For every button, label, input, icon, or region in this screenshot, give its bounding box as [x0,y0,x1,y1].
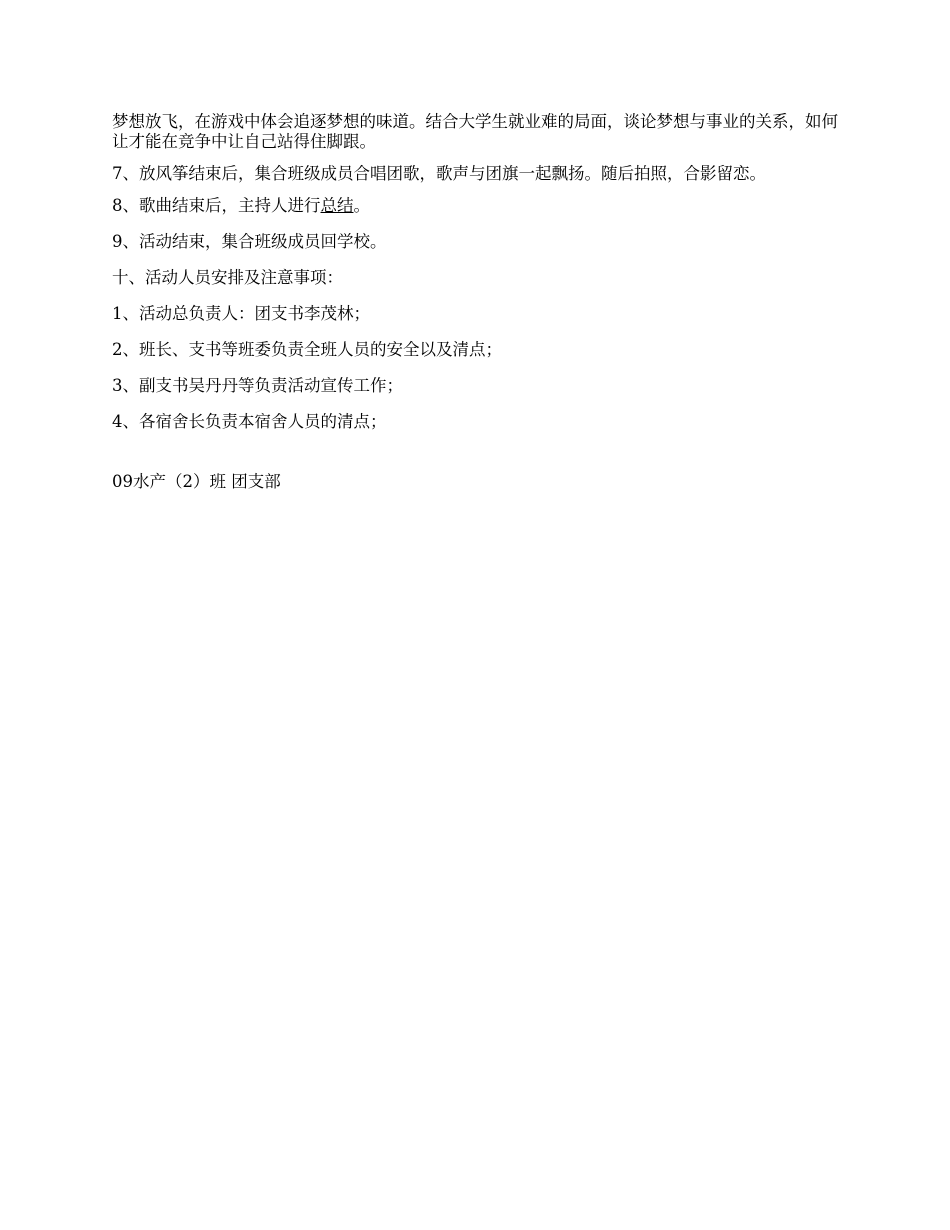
signature: 09水产（2）班 团支部 [112,472,281,491]
item-9-paragraph: 9、活动结束，集合班级成员回学校。 [112,232,387,251]
item-8-suffix: 。 [353,196,370,215]
role-1-paragraph: 1、活动总负责人：团支书李茂林； [112,304,370,323]
intro-paragraph: 梦想放飞，在游戏中体会追逐梦想的味道。结合大学生就业难的局面，谈论梦想与事业的关系，如何让才能在竞争中让自己站得住脚跟。 [112,112,838,151]
role-4-paragraph: 4、各宿舍长负责本宿舍人员的清点； [112,412,387,431]
item-8-paragraph [112,196,842,216]
section-10-heading: 十、活动人员安排及注意事项： [112,268,343,287]
role-2-paragraph: 2、班长、支书等班委负责全班人员的安全以及清点； [112,340,502,359]
summary-link[interactable]: 总结 [320,196,354,215]
document-body [112,112,842,509]
role-3-paragraph: 3、副支书吴丹丹等负责活动宣传工作； [112,376,403,395]
item-7-paragraph: 7、放风筝结束后，集合班级成员合唱团歌，歌声与团旗一起飘扬。随后拍照，合影留恋。 [112,164,766,183]
item-8-prefix: 8、歌曲结束后，主持人进行 [112,196,321,215]
